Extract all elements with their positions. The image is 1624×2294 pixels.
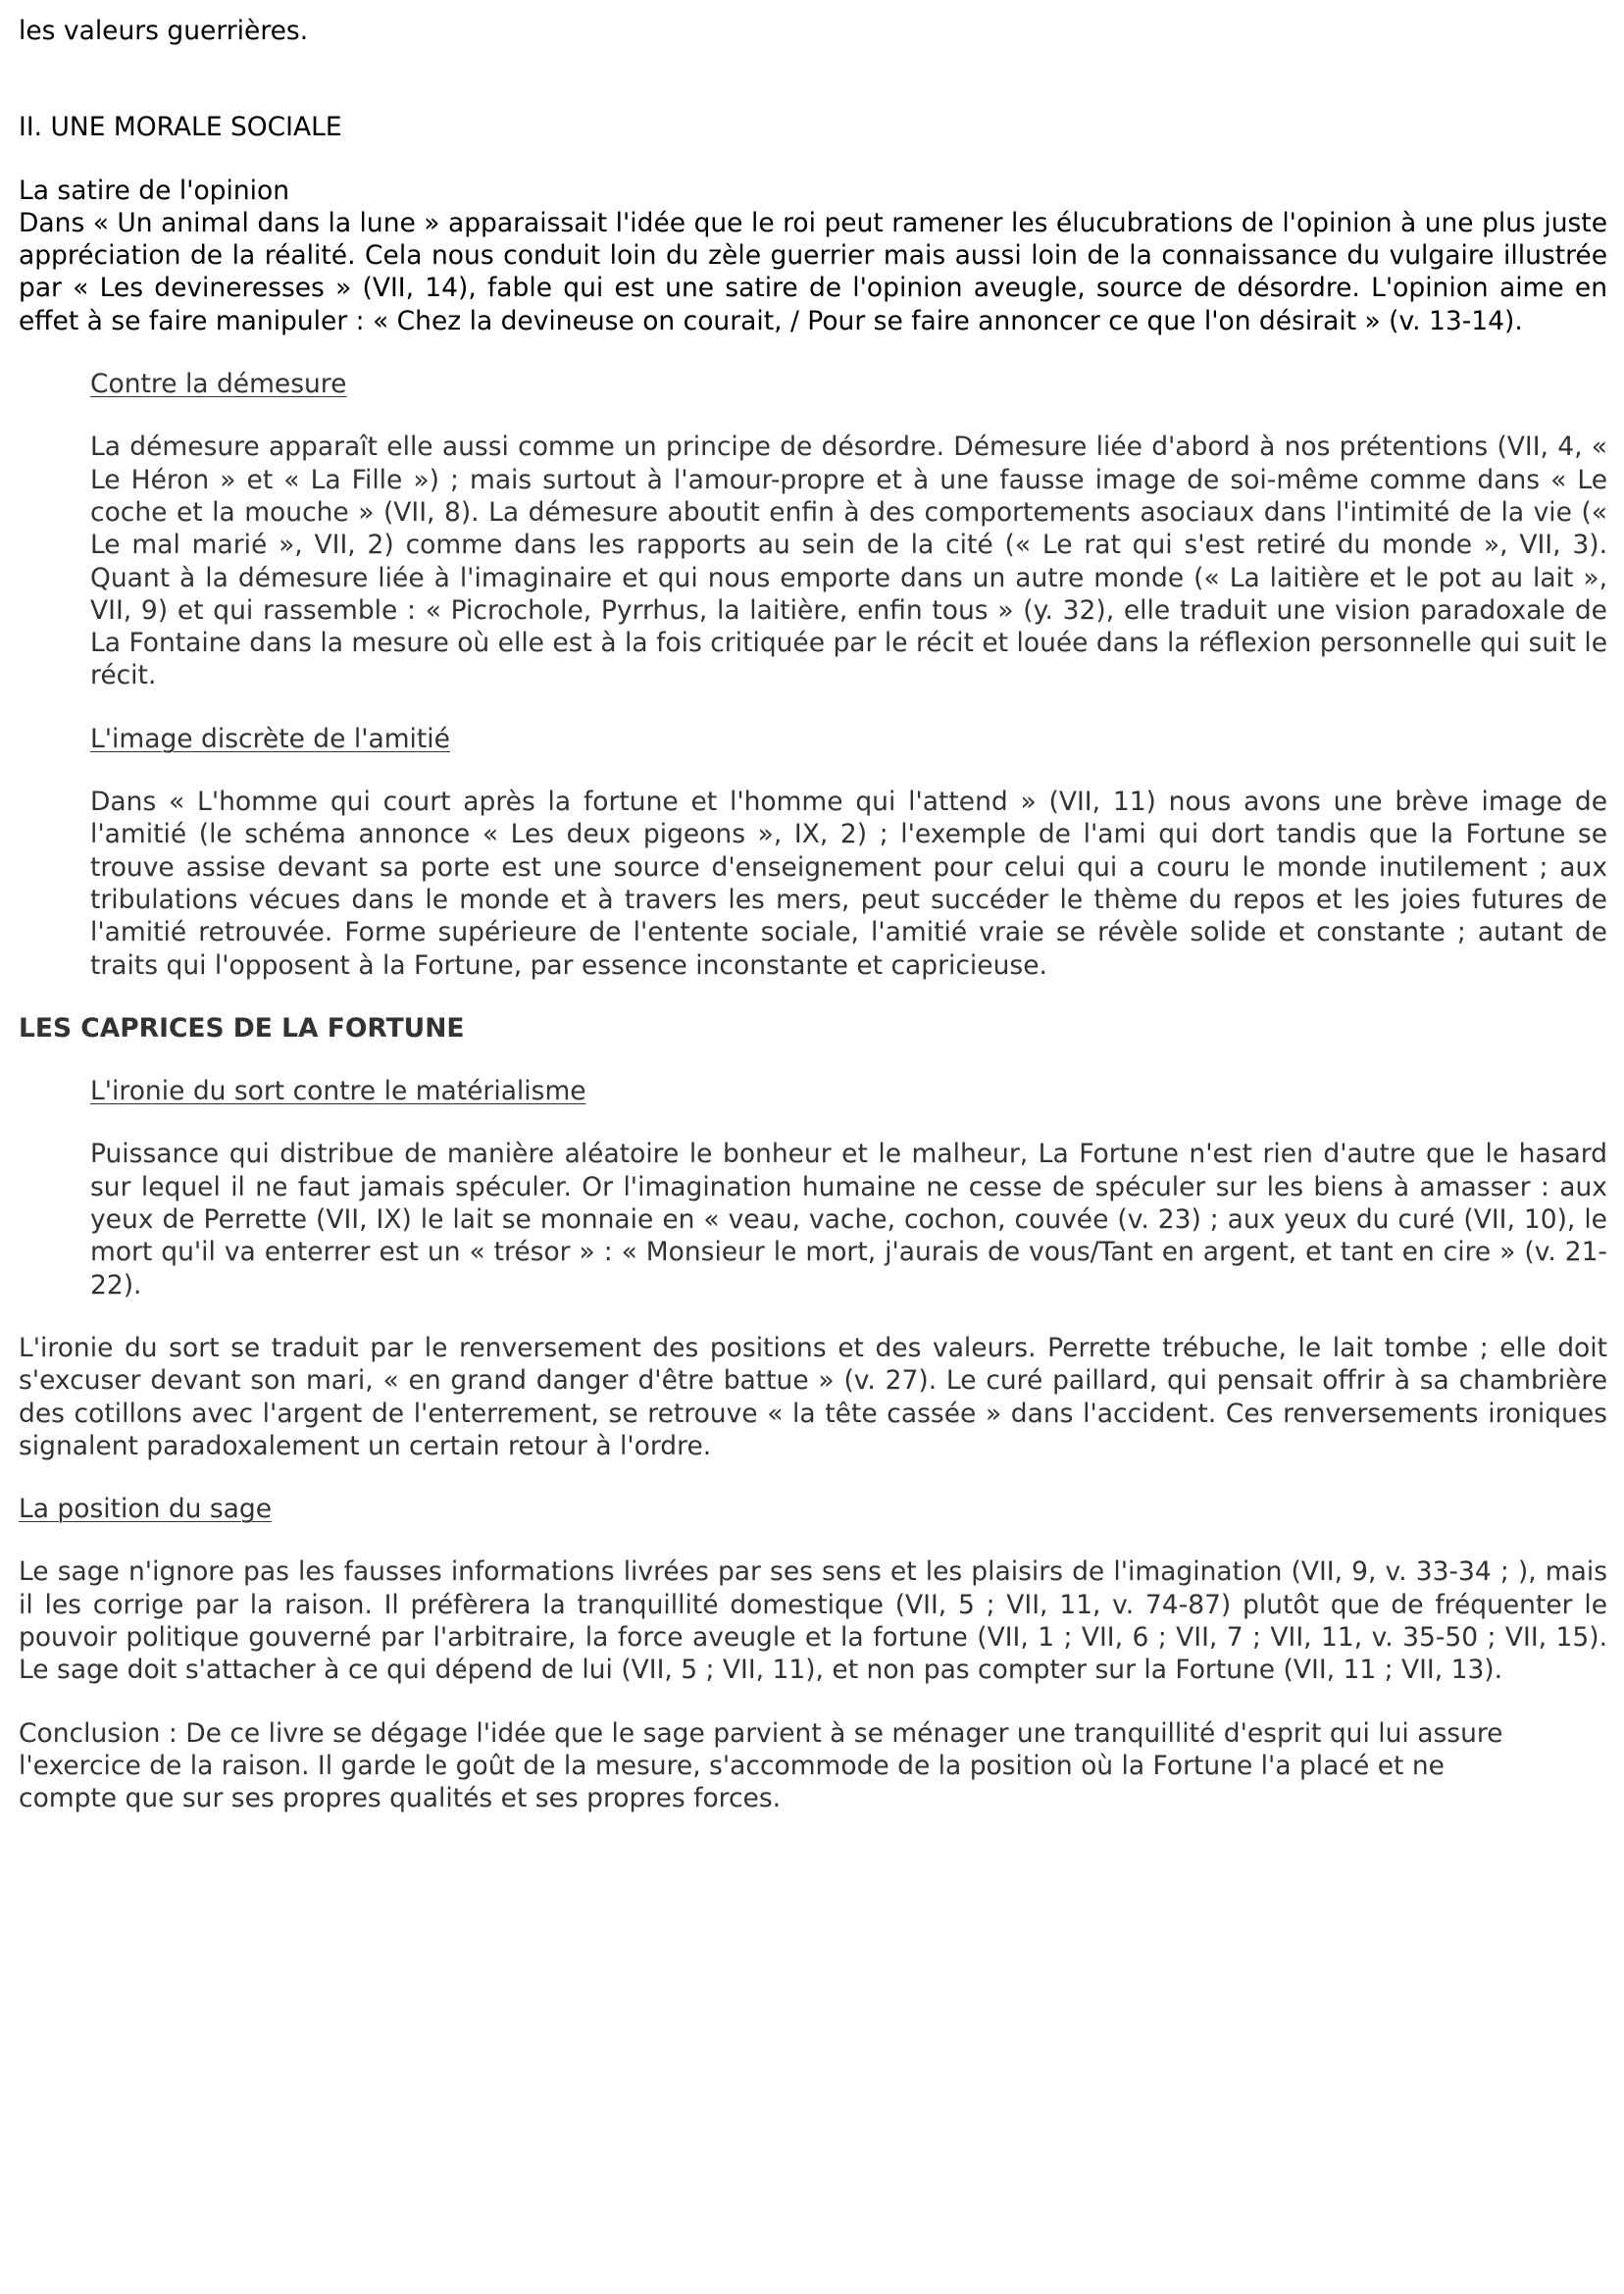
fortune-title: LES CAPRICES DE LA FORTUNE (19, 1012, 465, 1044)
spacer (19, 1045, 1607, 1075)
document-page (19, 15, 1607, 1814)
spacer (19, 982, 1607, 1012)
spacer (19, 47, 1607, 111)
renversement-paragraph: L'ironie du sort se traduit par le renversement des positions et des valeurs. Perrette trébuche, le lait tombe ; elle doit s'excuser devant son mari, « en grand danger d'être battue » (v. 27). Le curé paillard, qui pensait offrir à sa chambrière des cotillons avec l'argent de l'enterrement, se retrouve « la tête cassée » dans l'accident. Ces renversements ironiques signalent paradoxalement un certain retour à l'ordre. (19, 1332, 1607, 1461)
ironie-title: L'ironie du sort contre le matérialisme (90, 1076, 586, 1107)
conclusion-paragraph (19, 1717, 1607, 1815)
spacer (90, 1107, 1607, 1138)
spacer (19, 1687, 1607, 1717)
spacer (19, 1525, 1607, 1555)
spacer (19, 1301, 1607, 1332)
opinion-paragraph: Dans « Un animal dans la lune » apparaissait l'idée que le roi peut ramener les élucubrations de l'opinion à une plus juste appréciation de la réalité. Cela nous conduit loin du zèle guerrier mais aussi loin de la connaissance du vulgaire illustrée par « Les devineresses » (VII, 14), fable qui est une satire de l'opinion aveugle, source de désordre. L'opinion aime en effet à se faire manipuler : « Chez la devineuse on courait, / Pour se faire annoncer ce que l'on désirait » (v. 13-14). (19, 207, 1607, 336)
part2-title: II. UNE MORALE SOCIALE (19, 112, 342, 143)
demesure-paragraph: La démesure apparaît elle aussi comme un principe de désordre. Démesure liée d'abord à nos prétentions (VII, 4, « Le Héron » et « La Fille ») ; mais surtout à l'amour-propre et à une fausse image de soi-même comme dans « Le coche et la mouche » (VII, 8). La démesure aboutit enfin à des comportements asociaux dans l'intimité de la vie (« Le mal marié », VII, 2) comme dans les rapports au sein de la cité (« Le rat qui s'est retiré du monde », VII, 3). Quant à la démesure liée à l'imaginaire et qui nous emporte dans un autre monde (« La laitière et le pot au lait », VII, 9) et qui rassemble : « Picrochole, Pyrrhus, la laitière, enfin tous » (y. 32), elle traduit une vision paradoxale de La Fontaine dans la mesure où elle est à la fois critiquée par le récit et louée dans la réflexion personnelle qui suit le récit. (90, 432, 1607, 691)
spacer (19, 1462, 1607, 1493)
demesure-title: Contre la démesure (90, 369, 347, 400)
conclusion-line: Conclusion : De ce livre se dégage l'idée que le sage parvient à se ménager une tranquillité d'esprit qui lui assure (19, 1717, 1503, 1749)
spacer (19, 337, 1607, 368)
intro-tail: les valeurs guerrières. (19, 16, 309, 46)
opinion-title: La satire de l'opinion (19, 175, 290, 206)
amitie-title: L'image discrète de l'amitié (90, 723, 450, 754)
sage-paragraph: Le sage n'ignore pas les fausses informations livrées par ses sens et les plaisirs de l'imagination (VII, 9, v. 33-34 ; ), mais il les corrige par la raison. Il préfèrera la tranquillité domestique (VII, 5 ; VII, 11, v. 74-87) plutôt que de fréquenter le pouvoir politique gouverné par l'arbitraire, la force aveugle et la fortune (VII, 1 ; VII, 6 ; VII, 7 ; VII, 11, v. 35-50 ; VII, 15). Le sage doit s'attacher à ce qui dépend de lui (VII, 5 ; VII, 11), et non pas compter sur la Fortune (VII, 11 ; VII, 13). (19, 1556, 1607, 1686)
ironie-paragraph: Puissance qui distribue de manière aléatoire le bonheur et le malheur, La Fortune n'est rien d'autre que le hasard sur lequel il ne faut jamais spéculer. Or l'imagination humaine ne cesse de spéculer sur les biens à amasser : aux yeux de Perrette (VII, IX) le lait se monnaie en « veau, vache, cochon, couvée (v. 23) ; aux yeux du curé (VII, 10), le mort qu'il va enterrer est un « trésor » : « Monsieur le mort, j'aurais de vous/Tant en argent, et tant en cire » (v. 21-22). (90, 1139, 1607, 1300)
conclusion-line: l'exercice de la raison. Il garde le goût de la mesure, s'accommode de la position où la Fortune l'a placé et ne (19, 1750, 1445, 1781)
amitie-paragraph: Dans « L'homme qui court après la fortune et l'homme qui l'attend » (VII, 11) nous avons une brève image de l'amitié (le schéma annonce « Les deux pigeons », IX, 2) ; l'exemple de l'ami qui dort tandis que la Fortune se trouve assise devant sa porte est une source d'enseignement pour celui qui a couru le monde inutilement ; aux tribulations vécues dans le monde et à travers les mers, peut succéder le thème du repos et les joies futures de l'amitié retrouvée. Forme supérieure de l'entente sociale, l'amitié vraie se révèle solide et constante ; autant de traits qui l'opposent à la Fortune, par essence inconstante et capricieuse. (90, 787, 1607, 981)
spacer (90, 755, 1607, 786)
spacer (90, 692, 1607, 723)
spacer (19, 144, 1607, 175)
conclusion-line: compte que sur ses propres qualités et ses propres forces. (19, 1783, 782, 1814)
spacer (90, 400, 1607, 431)
sage-title: La position du sage (19, 1494, 273, 1525)
